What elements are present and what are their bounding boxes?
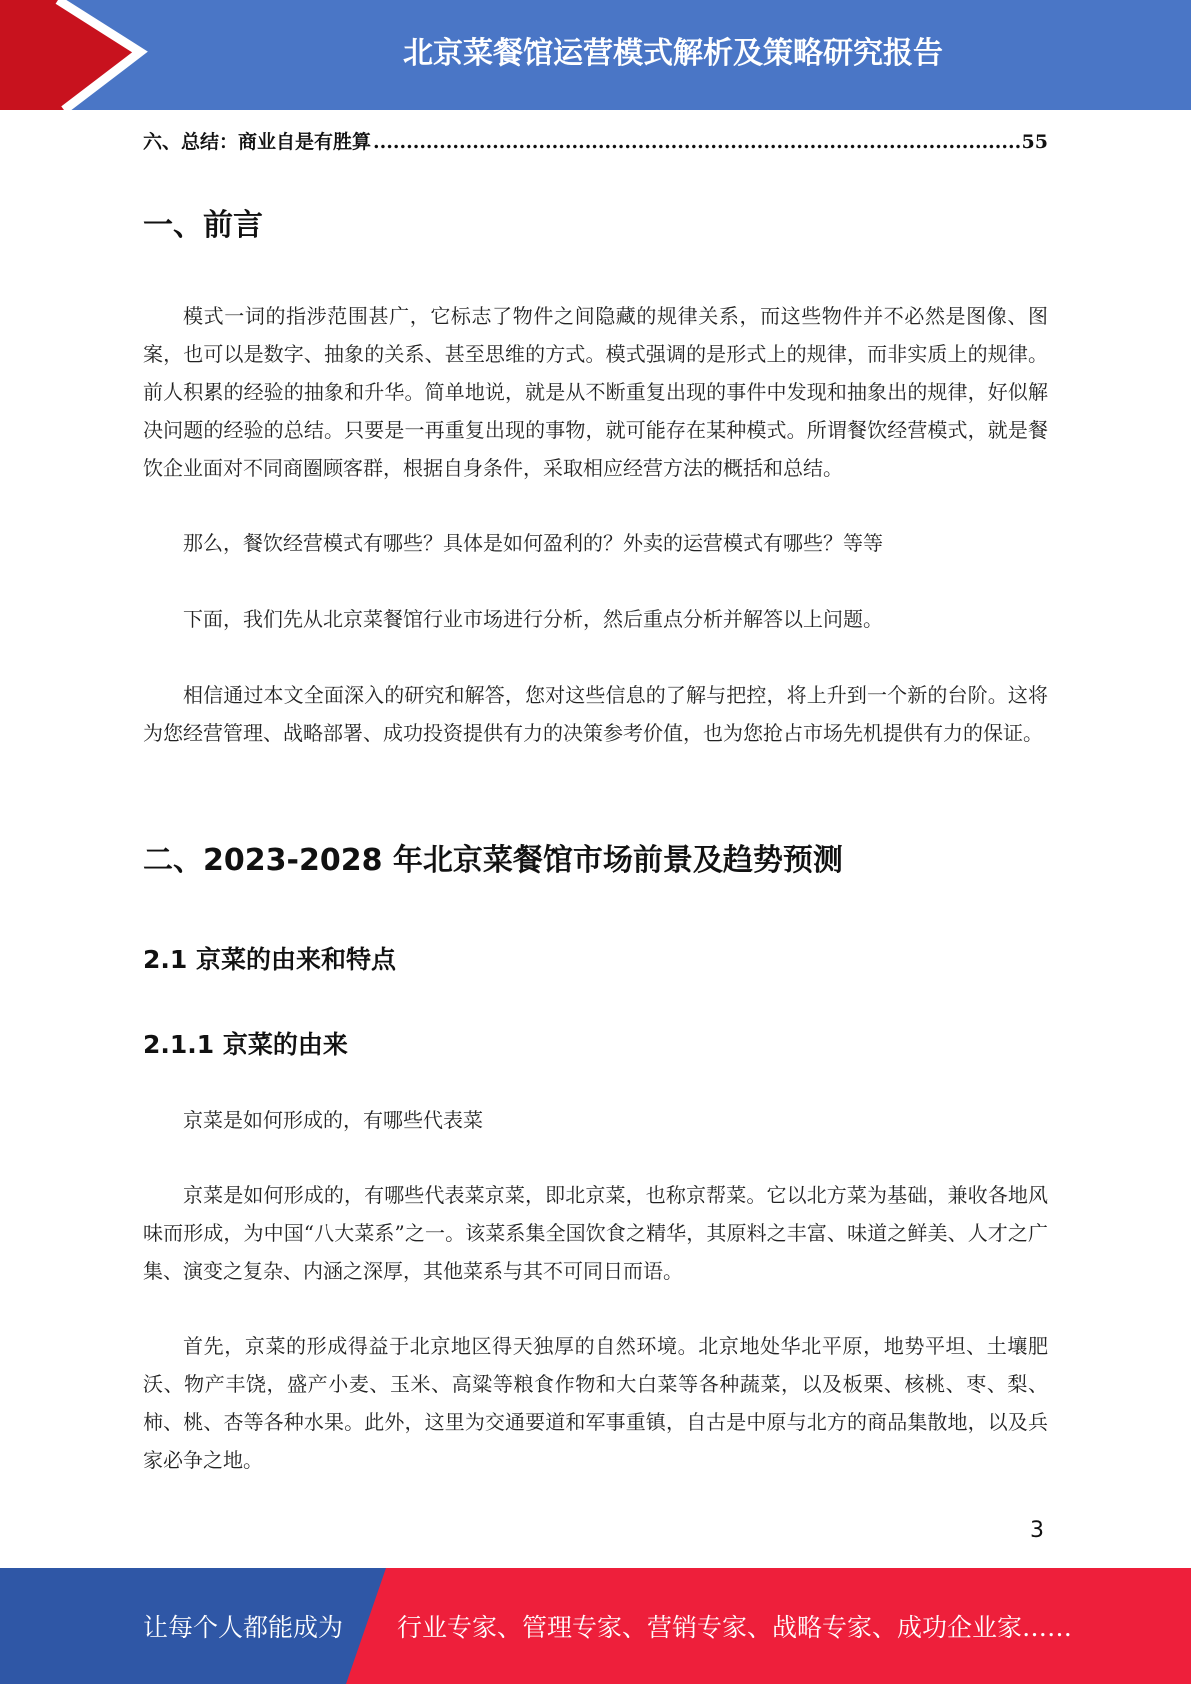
toc-leader-dots — [373, 131, 1020, 153]
paragraph: 下面，我们先从北京菜餐馆行业市场进行分析，然后重点分析并解答以上问题。 — [183, 607, 883, 631]
header-banner — [0, 0, 1191, 110]
page-number: 3 — [1030, 1518, 1044, 1543]
subsection-heading: 2.1 京菜的由来和特点 — [143, 945, 396, 974]
paragraph: 首先，京菜的形成得益于北京地区得天独厚的自然环境。北京地处华北平原，地势平坦、土壤肥沃、物产丰饶，盛产小麦、玉米、高粱等粮食作物和大白菜等各种蔬菜，以及板栗、核桃、枣、梨、柿、桃、杏等各种水果。此外，这里为交通要道和军事重镇，自古是中原与北方的商品集散地，以及兵家必争之地。 — [143, 1334, 1048, 1472]
footer-slogan-left: 让每个人都能成为 — [143, 1613, 344, 1642]
paragraph: 京菜是如何形成的，有哪些代表菜 — [183, 1108, 483, 1132]
footer-slogan-right: 行业专家、管理专家、营销专家、战略专家、成功企业家…… — [397, 1613, 1073, 1642]
paragraph: 京菜是如何形成的，有哪些代表菜京菜，即北京菜，也称京帮菜。它以北方菜为基础，兼收各地风味而形成，为中国“八大菜系”之一。该菜系集全国饮食之精华，其原料之丰富、味道之鲜美、人才之广集、演变之复杂、内涵之深厚，其他菜系与其不可同日而语。 — [143, 1183, 1048, 1283]
paragraph: 模式一词的指涉范围甚广，它标志了物件之间隐藏的规律关系，而这些物件并不必然是图像、图案，也可以是数字、抽象的关系、甚至思维的方式。模式强调的是形式上的规律，而非实质上的规律。前人积累的经验的抽象和升华。简单地说，就是从不断重复出现的事件中发现和抽象出的规律，好似解决问题的经验的总结。只要是一再重复出现的事物，就可能存在某种模式。所谓餐饮经营模式，就是餐饮企业面对不同商圈顾客群，根据自身条件，采取相应经营方法的概括和总结。 — [143, 304, 1048, 480]
toc-entry-title: 六、总结：商业自是有胜算 — [143, 131, 372, 153]
footer-banner — [0, 1568, 1191, 1684]
paragraph: 相信通过本文全面深入的研究和解答，您对这些信息的了解与把控，将上升到一个新的台阶。这将为您经营管理、战略部署、成功投资提供有力的决策参考价值，也为您抢占市场先机提供有力的保证。 — [143, 683, 1048, 745]
subsubsection-heading: 2.1.1 京菜的由来 — [143, 1030, 348, 1059]
report-title: 北京菜餐馆运营模式解析及策略研究报告 — [403, 36, 943, 71]
section-heading-forecast: 二、2023-2028 年北京菜餐馆市场前景及趋势预测 — [143, 843, 843, 878]
toc-entry[interactable] — [143, 127, 1048, 154]
header-chevron-decoration — [0, 0, 150, 110]
toc-entry-page: 55 — [1021, 131, 1048, 153]
section-heading-preface: 一、前言 — [143, 208, 263, 243]
paragraph: 那么，餐饮经营模式有哪些？具体是如何盈利的？外卖的运营模式有哪些？等等 — [183, 531, 883, 555]
